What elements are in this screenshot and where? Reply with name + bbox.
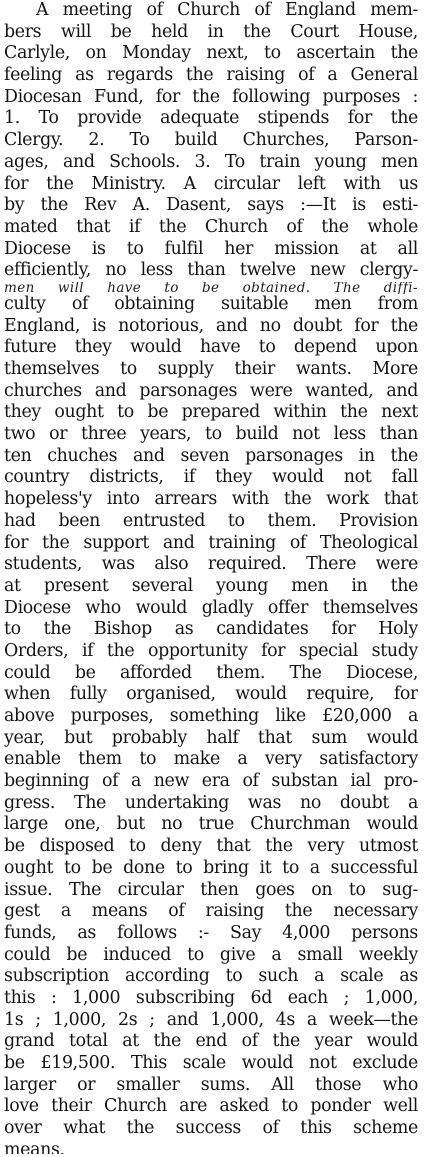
- article-line: beginning of a new era of substan ial pro-: [4, 771, 418, 792]
- article-line: to the Bishop as candidates for Holy: [4, 619, 418, 640]
- article-line: issue. The circular then goes on to sug-: [4, 879, 418, 900]
- article-line: Carlyle, on Monday next, to ascertain the: [4, 43, 418, 64]
- article-line: future they would have to depend upon: [4, 337, 418, 358]
- article-line: Diocese is to fulfil her mission at all: [4, 238, 418, 259]
- article-line: two or three years, to build not less than: [4, 424, 418, 445]
- article-line: England, is notorious, and no doubt for the: [4, 315, 418, 336]
- article-line: larger or smaller sums. All those who: [4, 1074, 418, 1095]
- article-line: churches and parsonages were wanted, and: [4, 380, 418, 401]
- article-line: could be induced to give a small weekly: [4, 944, 418, 965]
- article-line: could be afforded them. The Diocese,: [4, 662, 418, 683]
- article-line: this : 1,000 subscribing 6d each ; 1,000,: [4, 987, 418, 1008]
- article-line: ages, and Schools. 3. To train young men: [4, 151, 418, 172]
- article-line: 1. To provide adequate stipends for the: [4, 108, 418, 129]
- article-line: subscription according to such a scale as: [4, 966, 418, 987]
- article-line: when fully organised, would require, for: [4, 684, 418, 705]
- article-line: culty of obtaining suitable men from: [4, 293, 418, 314]
- article-line: year, but probably half that sum would: [4, 727, 418, 748]
- article-line: A meeting of Church of England mem-: [36, 0, 418, 20]
- article-line: enable them to make a very satisfactory: [4, 749, 418, 770]
- article-line: gress. The undertaking was no doubt a: [4, 792, 418, 813]
- article-line: at present several young men in the: [4, 575, 418, 596]
- article-line: above purposes, something like £20,000 a: [4, 706, 418, 726]
- article-line: men will have to be obtained. The diffi-: [4, 281, 418, 294]
- article-line: ought to be done to bring it to a successful: [4, 857, 418, 878]
- article-line: students, was also required. There were: [4, 554, 418, 575]
- article-line: love their Church are asked to ponder well: [4, 1096, 418, 1117]
- article-line: by the Rev A. Dasent, says :—It is esti-: [4, 195, 418, 216]
- article-line: Diocesan Fund, for the following purposes :: [4, 86, 418, 107]
- article-line: for the Ministry. A circular left with us: [4, 173, 418, 194]
- article-line: Clergy. 2. To build Churches, Parson-: [4, 130, 418, 151]
- article-line: over what the success of this scheme: [4, 1118, 418, 1139]
- article-line: efficiently, no less than twelve new clergy-: [4, 260, 418, 281]
- article-line: Diocese who would gladly offer themselves: [4, 597, 418, 618]
- article-line: ten chuches and seven parsonages in the: [4, 445, 418, 466]
- article-line: means.: [4, 1139, 65, 1154]
- article-line: for the support and training of Theological: [4, 532, 418, 553]
- article-line: mated that if the Church of the whole: [4, 216, 418, 237]
- article-line: be disposed to deny that the very utmost: [4, 836, 418, 857]
- article-line: had been entrusted to them. Provision: [4, 510, 418, 531]
- article-line: hopeless'y into arrears with the work that: [4, 489, 418, 510]
- article-line: Orders, if the opportunity for special study: [4, 640, 418, 661]
- article-line: feeling as regards the raising of a General: [4, 65, 418, 86]
- article-line: they ought to be prepared within the next: [4, 402, 418, 423]
- article-line: grand total at the end of the year would: [4, 1031, 418, 1052]
- article-line: funds, as follows :- Say 4,000 persons: [4, 922, 418, 943]
- article-line: be £19,500. This scale would not exclude: [4, 1053, 418, 1073]
- article-line: bers will be held in the Court House,: [4, 21, 418, 42]
- article-line: themselves to supply their wants. More: [4, 359, 418, 379]
- article-line: country districts, if they would not fall: [4, 467, 418, 488]
- article-line: large one, but no true Churchman would: [4, 814, 418, 835]
- article-line: gest a means of raising the necessary: [4, 901, 418, 922]
- article-line: 1s ; 1,000, 2s ; and 1,000, 4s a week—the: [4, 1009, 418, 1030]
